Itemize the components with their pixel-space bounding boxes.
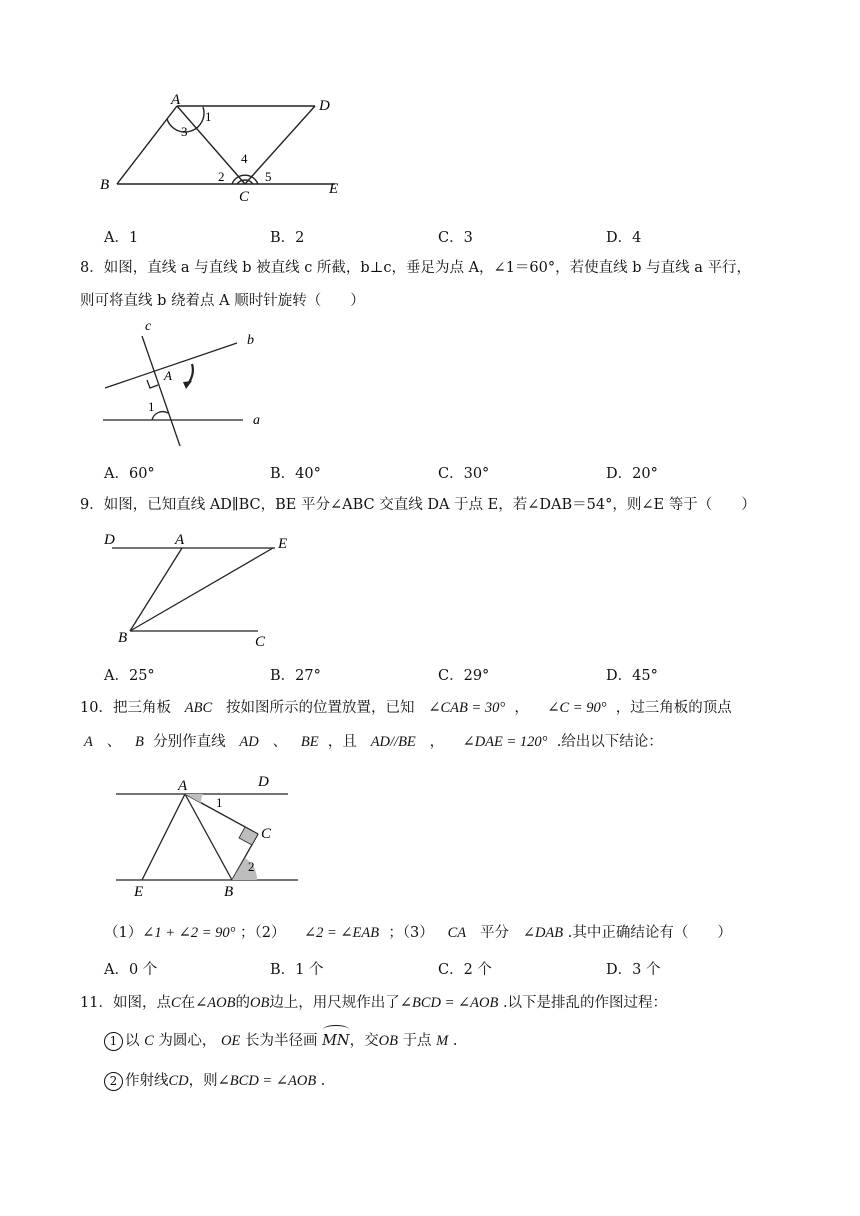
fig7-label-B: B <box>100 177 110 193</box>
fig9-label-B: B <box>118 630 128 646</box>
q10-math: CA <box>447 925 467 941</box>
q7-option-a[interactable]: A．1 <box>104 230 139 246</box>
q10-math: AD//BE <box>370 734 416 750</box>
q10-text: 平分 <box>479 925 509 941</box>
q8-option-c[interactable]: C．30° <box>438 466 490 482</box>
q8-stem-line1: 8．如图，直线 a 与直线 b 被直线 c 所截，b⊥c，垂足为点 A，∠1＝60°，若使直线 b 与直线 a 平行， <box>80 260 751 276</box>
fig7-label-5: 5 <box>265 169 272 184</box>
q10-math: ∠2 = ∠EAB <box>303 925 380 941</box>
q10-option-c[interactable]: C．2 个 <box>438 962 492 978</box>
q11-text: 为圆心， <box>158 1033 217 1049</box>
circled-number: 1 <box>104 1032 123 1051</box>
fig10-label-C: C <box>261 826 272 842</box>
q10-figure <box>108 770 308 900</box>
fig9-label-D: D <box>104 532 115 548</box>
fig8-label-b: b <box>247 333 254 348</box>
q10-text: ，且 <box>327 734 357 750</box>
q8-stem-line2: 则可将直线 b 绕着点 A 顺时针旋转（ ） <box>80 293 365 309</box>
fig7-label-1: 1 <box>205 109 212 124</box>
q7-figure <box>95 88 355 208</box>
q11-step-2 <box>104 1070 325 1092</box>
q10-math: ∠DAB <box>522 925 564 941</box>
q11-step-1 <box>104 1028 457 1052</box>
fig7-label-3: 3 <box>181 124 188 139</box>
q11-math: CD <box>168 1073 189 1089</box>
arc-MN: MN <box>322 1028 350 1052</box>
fig7-label-4: 4 <box>241 151 248 166</box>
q8-option-d[interactable]: D．20° <box>606 466 658 482</box>
fig10-label-E: E <box>134 884 144 900</box>
q10-math: ∠C = 90° <box>547 700 607 716</box>
q11-math: OB <box>249 995 270 1011</box>
q11-math: C <box>144 1033 154 1049</box>
q10-text: 10．把三角板 <box>80 700 171 716</box>
q10-option-d[interactable]: D．3 个 <box>606 962 661 978</box>
q11-text: .以下是排乱的作图过程： <box>502 995 668 1011</box>
q11-math: ∠BCD = ∠AOB <box>217 1073 317 1089</box>
q11-text: 于点 <box>402 1033 432 1049</box>
fig9-label-C: C <box>255 634 266 650</box>
q7-option-d[interactable]: D．4 <box>606 230 642 246</box>
q10-math: ∠DAE = 120° <box>462 734 548 750</box>
q10-option-b[interactable]: B．1 个 <box>270 962 324 978</box>
q7-option-b[interactable]: B．2 <box>270 230 305 246</box>
fig9-label-A: A <box>175 532 185 548</box>
q11-text: 11．如图，点 <box>80 995 171 1011</box>
q11-text: 以 <box>125 1033 140 1049</box>
q10-stem-line2 <box>84 731 663 753</box>
q11-text: . <box>320 1073 326 1089</box>
fig8-label-a: a <box>253 413 260 428</box>
fig10-label-B: B <box>224 884 234 900</box>
fig9-label-E: E <box>278 536 288 552</box>
q11-text: 边上，用尺规作出了 <box>269 995 400 1011</box>
q9-figure <box>100 528 300 653</box>
q11-text: 作射线 <box>125 1073 169 1089</box>
q10-text: 分别作直线 <box>153 734 226 750</box>
q10-math: BE <box>300 734 319 750</box>
q11-math: M <box>436 1033 449 1049</box>
q10-text: （1） <box>104 925 143 941</box>
q10-text: ；（3） <box>388 925 434 941</box>
fig10-label-D: D <box>258 774 269 790</box>
q11-text: 在 <box>180 995 196 1011</box>
q10-text: .其中正确结论有（ ） <box>567 925 732 941</box>
q11-math: OB <box>378 1033 398 1049</box>
q8-option-a[interactable]: A．60° <box>104 466 155 482</box>
q10-math: A <box>84 734 93 750</box>
q10-math: ∠1 + ∠2 = 90° <box>142 925 236 941</box>
q10-math: AD <box>239 734 259 750</box>
q10-text: 、 <box>272 734 288 750</box>
q10-text: 、 <box>106 734 122 750</box>
q10-math: ∠CAB = 30° <box>428 700 506 716</box>
q11-math: C <box>170 995 181 1011</box>
q11-text: 的 <box>235 995 250 1011</box>
q9-option-c[interactable]: C．29° <box>438 668 490 684</box>
fig10-label-A: A <box>178 778 188 794</box>
q9-option-a[interactable]: A．25° <box>104 668 155 684</box>
q11-text: ，则 <box>188 1073 218 1089</box>
q9-stem: 9．如图，已知直线 AD∥BC，BE 平分∠ABC 交直线 DA 于点 E，若∠DAB＝54°，则∠E 等于（ ） <box>80 497 756 513</box>
q10-math: B <box>135 734 144 750</box>
q8-figure <box>95 318 275 448</box>
q11-stem <box>80 992 667 1014</box>
fig7-label-C: C <box>239 189 250 205</box>
q11-math: OE <box>221 1033 241 1049</box>
q10-stem-line1 <box>80 697 732 719</box>
fig8-label-c: c <box>145 319 152 334</box>
q10-option-a[interactable]: A．0 个 <box>104 962 158 978</box>
q11-text: . <box>452 1033 458 1049</box>
fig7-label-2: 2 <box>218 169 225 184</box>
fig7-label-E: E <box>329 181 339 197</box>
q10-math: ABC <box>184 700 213 716</box>
q11-math: ∠BCD = ∠AOB <box>399 995 499 1011</box>
q10-text: ，过三角板的顶点 <box>615 700 732 716</box>
fig8-label-1: 1 <box>148 399 155 414</box>
q11-text: ，交 <box>349 1033 379 1049</box>
q10-text: ；（2） <box>240 925 286 941</box>
q8-option-b[interactable]: B．40° <box>270 466 321 482</box>
fig10-label-2: 2 <box>248 859 255 874</box>
q7-option-c[interactable]: C．3 <box>438 230 473 246</box>
fig8-label-A: A <box>164 368 172 383</box>
q9-option-d[interactable]: D．45° <box>606 668 658 684</box>
q10-text: ， <box>429 734 445 750</box>
q9-option-b[interactable]: B．27° <box>270 668 321 684</box>
fig7-label-A: A <box>171 92 181 108</box>
q10-text: .给出以下结论： <box>556 734 663 750</box>
q10-text: 按如图所示的位置放置，已知 <box>226 700 415 716</box>
q10-conclusions <box>104 922 732 944</box>
circled-number: 2 <box>104 1072 123 1091</box>
q11-text: 长为半径画 <box>244 1033 318 1049</box>
q11-math: ∠AOB <box>195 995 236 1011</box>
fig7-label-D: D <box>319 98 330 114</box>
fig10-label-1: 1 <box>216 795 223 810</box>
q10-text: ， <box>514 700 529 716</box>
